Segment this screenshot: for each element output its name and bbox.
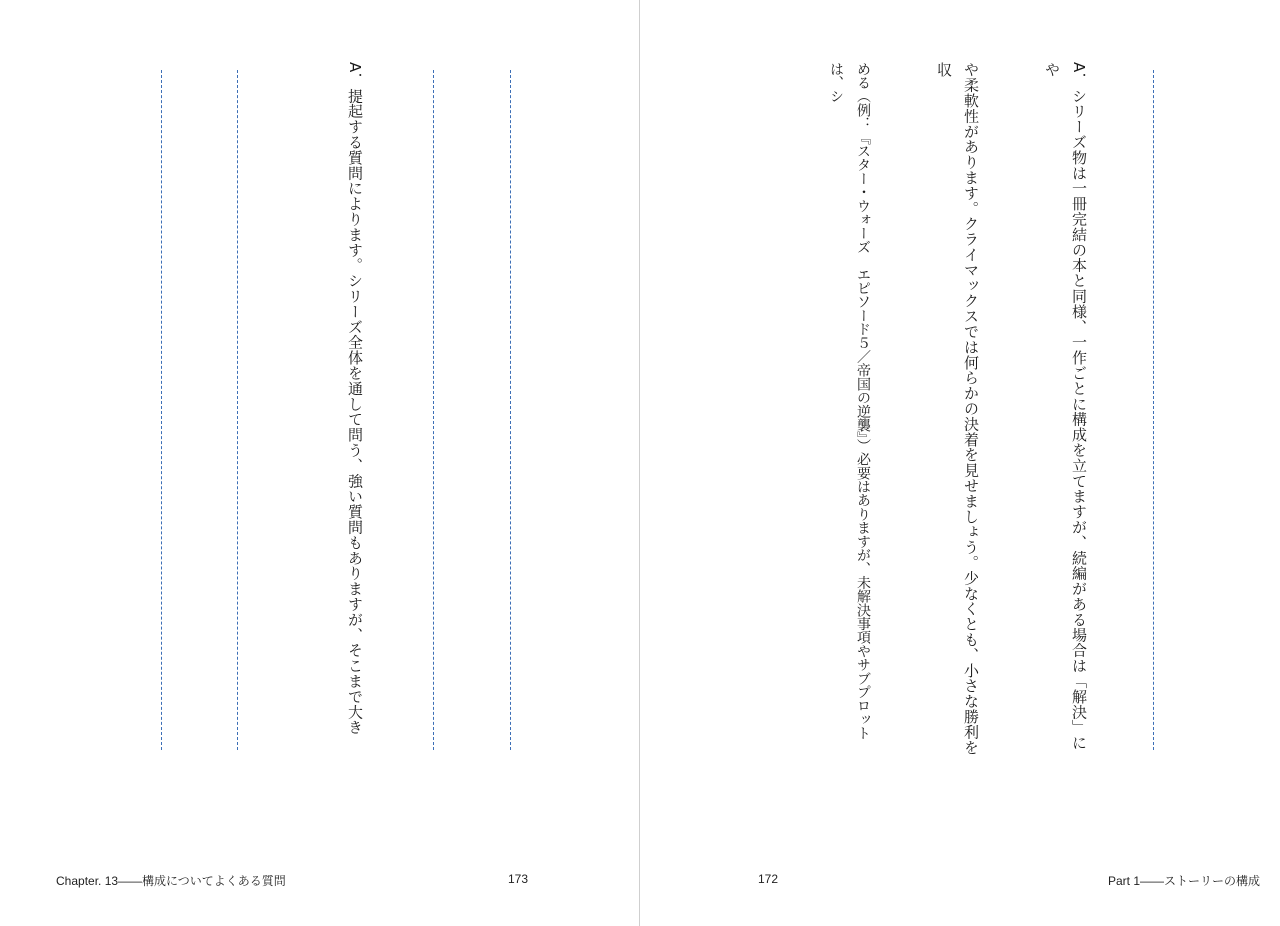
divider-q3: [237, 70, 238, 750]
divider-q2: [510, 70, 511, 750]
question-3-line: [172, 62, 176, 762]
answer-1-line: や柔軟性があります。クライマックスでは何らかの決着を見せましょう。少なくとも、小さな勝利を収: [935, 62, 980, 755]
question-1: [1168, 62, 1208, 762]
page-gutter: [639, 0, 640, 926]
question-3: [172, 62, 230, 762]
answer-2: [296, 62, 422, 762]
divider-q1: [1153, 70, 1154, 750]
page-number-left: 173: [508, 872, 529, 886]
answer-1-line: A．シリーズ物は一冊完結の本と同様、一作ごとに構成を立てますが、続編がある場合は「解決」にや: [1043, 62, 1088, 751]
question-2-line: [444, 62, 448, 762]
divider-a3: [161, 70, 162, 750]
divider-a2: [433, 70, 434, 750]
answer-3: [114, 62, 144, 762]
question-2: [444, 62, 502, 762]
page-number-right: 172: [758, 872, 779, 886]
answer-1-line: める（例：『スター・ウォーズ エピソード５／帝国の逆襲』）必要はありますが、未解決事項やサブプロットは、シ: [828, 62, 871, 741]
answer-2-line: A．提起する質問によります。シリーズ全体を通して問う、強い質問もありますが、そこまで大き: [346, 62, 364, 735]
running-head-right: Part 1――ストーリーの構成: [1108, 874, 1261, 888]
running-head-left: Chapter. 13――構成についてよくある質問: [56, 874, 286, 888]
answer-1: [786, 62, 1146, 762]
